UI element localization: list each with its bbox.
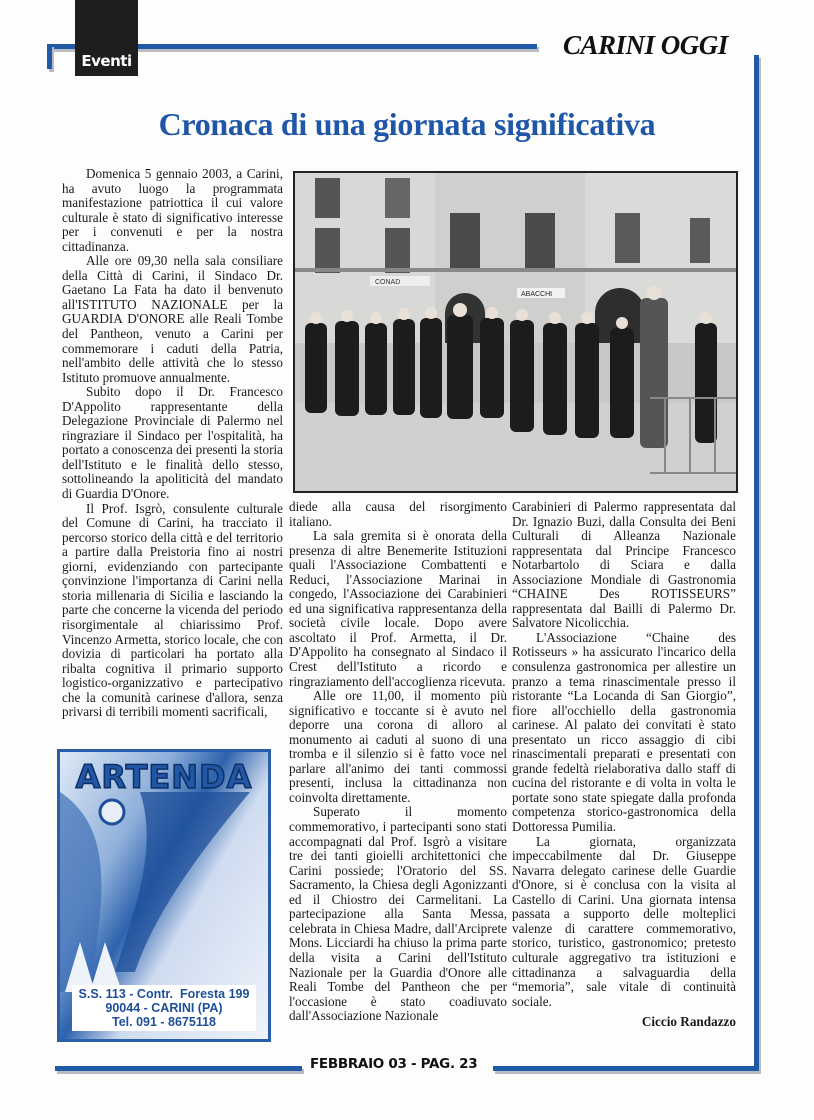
article-column-3: [512, 500, 736, 1030]
artenda-advertisement: [57, 749, 271, 1042]
paragraph: Carabinieri di Palermo rappresentata dal Dr. Ignazio Buzi, dalla Consulta dei Beni Culturali di Alleanza Nazionale rappresentata dal Principe Francesco Notarbartolo di Sciara e dalla Associazione Mondiale di Gastronomia “CHAINE Des ROTISSEURS” rappresentata dal Bailli di Palermo Dr. Salvatore Nicolicchia.: [512, 499, 736, 631]
article-column-2: [289, 500, 507, 1024]
ad-address-line: S.S. 113 - Contr. Foresta 199: [78, 987, 250, 1001]
paragraph: Domenica 5 gennaio 2003, a Carini, ha avuto luogo la programmata manifestazione patriottica il cui valore culturale è stato di significativo interesse per i convenuti e per la nostra cittadinanza.: [62, 166, 283, 254]
curtain-illustration: [60, 792, 268, 992]
paragraph: Alle ore 11,00, il momento più significativo e toccante si è avuto nel deporre una corona di alloro al monumento ai caduti al suono di una tromba e il silenzio si è fatto voce nel parlare all'animo dei tanti commossi presenti, inclusa la cittadinanza non coinvolta direttamente.: [289, 688, 507, 805]
paragraph: La sala gremita si è onorata della presenza di altre Benemerite Istituzioni quali l'Associazione Combattenti e Reduci, l'Associazione Marinai in congedo, l'Associazione dei Carabinieri ed una significativa rappresentanza della società civile locale. Dopo avere ascoltato il Prof. Armetta, il Dr. D'Appolito ha consegnato al Sindaco il Crest dell'Istituto a ricordo e ringraziamento dell'accoglienza ricevuta.: [289, 528, 507, 689]
frame-left-rule: [47, 44, 52, 69]
event-photo: [293, 171, 738, 493]
author-signature: Ciccio Randazzo: [641, 1014, 736, 1030]
paragraph: Superato il momento commemorativo, i partecipanti sono stati accompagnati dal Prof. Isgrò a visitare tre dei tanti gioielli architettonici che Carini possiede; l'Oratorio del SS. Sacramento, la Chiesa degli Agonizzanti ed il Chiostro dei Carmelitani. La partecipazione alla Santa Messa, celebrata in Chiesa Madre, dall'Arciprete Mons. Licciardi ha chiuso la prima parte della visita a Carini dell'Istituto Nazionale per la Guardia d'Onore alle Reali Tombe del Pantheon che per l'occasione è stato coadiuvato dall'Associazione Nazionale: [289, 804, 507, 1024]
footer-issue-page: FEBBRAIO 03 - PAG. 23: [310, 1056, 478, 1072]
ad-contact-info: [72, 985, 256, 1031]
paragraph: Subito dopo il Dr. Francesco D'Appolito rappresentante della Delegazione Provinciale di Palermo nel ringraziare il Sindaco per l'ospitalità, ha portato a conoscenza dei presenti la storia dell'Istituto e le finalità dello stesso, sottolineando la apoliticità del mandato di Guardia D'Onore.: [62, 384, 283, 502]
ad-brand-name: ARTENDA: [75, 758, 253, 796]
paragraph: Alle ore 09,30 nella sala consiliare della Città di Carini, il Sindaco Dr. Gaetano La Fata ha dato il benvenuto all'ISTITUTO NAZIONALE per la GUARDIA D'ONORE alle Reali Tombe del Pantheon, venuto a Carini per commemorare i caduti della Patria, nell'ambito delle attività che lo stesso Istituto promuove annualmente.: [62, 253, 283, 385]
section-tab: Eventi: [75, 0, 138, 76]
frame-right-rule: [754, 55, 759, 1071]
paragraph: L'Associazione “Chaine des Rotisseurs » ha assicurato l'incarico della consulenza gastronomica per allestire un pranzo a tema rinascimentale presso il ristorante “La Locanda di San Giorgio”, fiore all'occhiello della gastronomia carinese. Al palato dei convitati è stato presentato un ricco assaggio di cibi rinascimentali preparati e presentati con grande fedeltà rielaborativa dallo staff di cucina del ristorante e di volta in volta le portate sono state spiegate dalla profonda competenza storico-gastronomica della Dottoressa Pumilia.: [512, 629, 736, 835]
ad-city-line: 90044 - CARINI (PA): [105, 1001, 223, 1015]
paragraph: diede alla causa del risorgimento italiano.: [289, 499, 507, 529]
article-title: Cronaca di una giornata significativa: [158, 106, 656, 142]
ad-phone: Tel. 091 - 8675118: [111, 1015, 217, 1029]
article-column-1: [62, 167, 283, 720]
frame-bottom-rule-left: [55, 1066, 302, 1071]
photo-scene: [295, 173, 736, 491]
paragraph: La giornata, organizzata impeccabilmente dal Dr. Giuseppe Navarra delegato carinese delle Guardie d'Onore, si è conclusa con la visita al Castello di Carini. Una giornata intensa passata a supporto delle molteplici valenze di carattere commemorativo, storico, turistico, gastronomico; pretesto culturale aggregativo tra istituzioni e cittadinanza a salvaguardia della “memoria”, sale vitale di continuità sociale.: [512, 833, 736, 1009]
frame-bottom-rule-right: [493, 1066, 759, 1071]
paragraph: Il Prof. Isgrò, consulente culturale del Comune di Carini, ha tracciato il percorso storico della città e del territorio a partire dalla Preistoria fino ai nostri giorni, evidenziando con partecipante çonvinzione l'importanza di Carini nella storia millenaria di Sicilia e lasciando la parte che concerne la vicenda del periodo risorgimentale al chiarissimo Prof. Vincenzo Armetta, storico locale, che con dovizia di particolari ha portato alla ribalta cognitiva il primario supporto logistico-organizzativo e partecipativo che la comunità carinese d'allora, senza privarsi di terribili momenti sacrificali,: [62, 500, 283, 720]
shop-sign-conad: CONAD: [375, 279, 401, 286]
masthead-logo: CARINI OGGI: [563, 30, 728, 60]
shop-sign-abacchi: ABACCHI: [521, 291, 553, 298]
